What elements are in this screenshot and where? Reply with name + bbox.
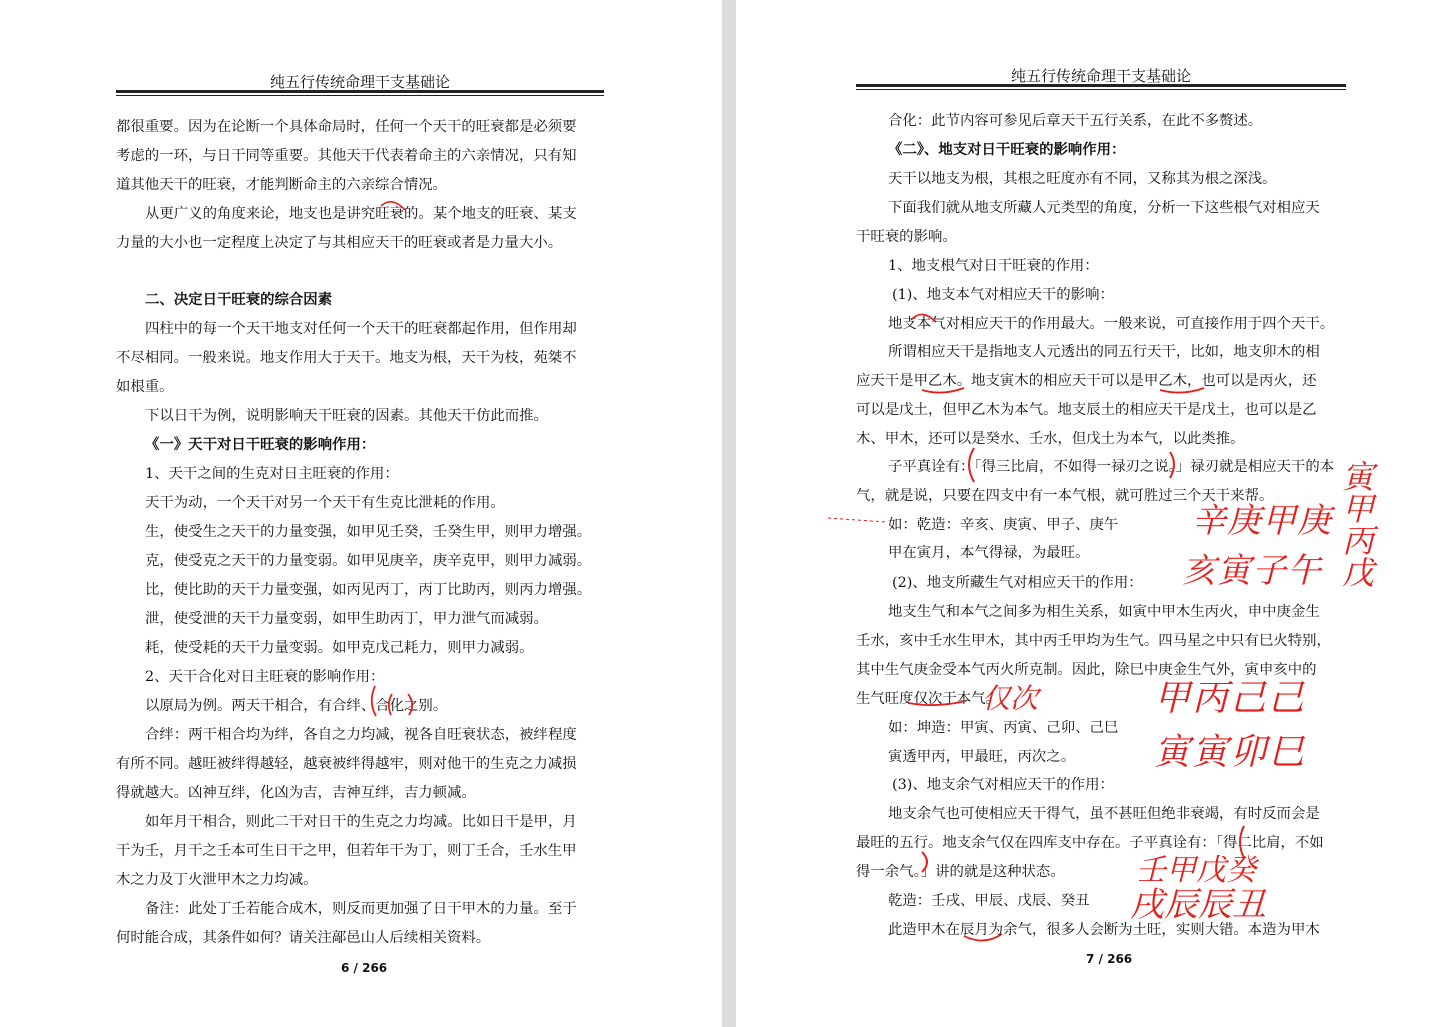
text-line: 四柱中的每一个天干地支对任何一个天干的旺衰都起作用，但作用却	[145, 321, 577, 337]
text-line: 干旺衰的影响。	[856, 229, 957, 245]
text-line: (1)、地支本气对相应天干的影响：	[892, 287, 1114, 303]
text-line: 壬水，亥中壬水生甲木，其中丙壬甲均为生气。四马星之中只有巳火特别，	[856, 633, 1331, 649]
handwritten-side-note	[1337, 460, 1375, 588]
text-line: 得一余气。」讲的就是这种状态。	[856, 864, 1065, 880]
text-line: 生气旺度仅次于本气。	[856, 691, 1000, 707]
handwritten-note: 戌辰辰丑	[1130, 885, 1266, 925]
page-header: 纯五行传统命理干支基础论	[1010, 67, 1191, 85]
text-line: 应天干是甲乙木。地支寅木的相应天干可以是甲乙木，也可以是丙火，还	[856, 373, 1317, 389]
ink-dash	[828, 518, 886, 522]
section-heading: 二、决定日干旺衰的综合因素	[145, 292, 333, 308]
text-line: 木、甲木，还可以是癸水、壬水，但戊土为本气，以此类推。	[856, 431, 1245, 447]
text-line: 此造甲木在辰月为余气，很多人会断为土旺，实则大错。本造为甲木	[888, 922, 1320, 938]
text-line: 地支本气对相应天干的作用最大。一般来说，可直接作用于四个天干。	[888, 316, 1335, 332]
text-line: 如：乾造：辛亥、庚寅、甲子、庚午	[888, 517, 1119, 533]
handwritten-note: 寅甲丙戊	[1337, 460, 1375, 588]
text-line: 天干以地支为根，其根之旺度亦有不同，又称其为根之深浅。	[888, 171, 1277, 187]
section-heading: 《一》天干对日干旺衰的影响作用：	[145, 437, 376, 453]
text-line: 子平真诠有：「得三比肩，不如得一禄刃之说。」禄刃就是相应天干的本	[888, 459, 1335, 475]
right-page	[736, 0, 1440, 1027]
text-line: 得就越大。凶神互绊，化凶为吉，吉神互绊，吉力顿减。	[116, 785, 476, 801]
text-line: 甲在寅月，本气得禄，为最旺。	[888, 545, 1090, 561]
header-rule-thin	[116, 95, 604, 96]
text-line: 以原局为例。两天干相合，有合绊、合化之别。	[145, 698, 448, 714]
text-line: 下以日干为例，说明影响天干旺衰的因素。其他天干仿此而推。	[145, 408, 548, 424]
text-line: 1、天干之间的生克对日主旺衰的作用：	[145, 466, 399, 482]
text-line: 有所不同。越旺被绊得越轻，越衰被绊得越牢，则对他干的生克之力减损	[116, 756, 577, 772]
handwritten-note: 甲丙己己	[1154, 678, 1307, 719]
text-line: 泄，使受泄的天干力量变弱，如甲生助丙丁，甲力泄气而减弱。	[145, 611, 548, 627]
text-line: 备注：此处丁壬若能合成木，则反而更加强了日干甲木的力量。至于	[145, 901, 577, 917]
text-line: 木之力及丁火泄甲木之力均减。	[116, 872, 318, 888]
text-line: 力量的大小也一定程度上决定了与其相应天干的旺衰或者是力量大小。	[116, 235, 563, 251]
text-line: 何时能合成，其条件如何？请关注鄗邑山人后续相关资料。	[116, 930, 491, 946]
text-line: 比，使比助的天干力量变强，如丙见丙丁，丙丁比助丙，则丙力增强。	[145, 582, 592, 598]
text-line: 合绊：两干相合均为绊，各自之力均减，视各自旺衰状态，被绊程度	[145, 727, 577, 743]
text-line: 寅透甲丙，甲最旺，丙次之。	[888, 749, 1076, 765]
text-line: 都很重要。因为在论断一个具体命局时，任何一个天干的旺衰都是必须要	[116, 119, 577, 135]
text-line: 地支生气和本气之间多为相生关系，如寅中甲木生丙火，申中庚金生	[888, 604, 1320, 620]
text-line: (3)、地支余气对相应天干的作用：	[892, 777, 1114, 793]
page-number: 6 / 266	[341, 961, 388, 975]
text-line: 耗，使受耗的天干力量变弱。如甲克戊己耗力，则甲力减弱。	[145, 640, 534, 656]
handwritten-note: 辛庚甲庚	[1192, 501, 1332, 541]
text-line: 气，就是说，只要在四支中有一本气根，就可胜过三个天干来帮。	[856, 488, 1274, 504]
text-line: 合化：此节内容可参见后章天干五行关系，在此不多赘述。	[888, 113, 1263, 129]
page-number: 7 / 266	[1086, 952, 1133, 966]
handwritten-note: 亥寅子午	[1182, 551, 1322, 591]
text-line: 如：坤造：甲寅、丙寅、己卯、己巳	[888, 720, 1119, 736]
text-line: 克，使受克之天干的力量变弱。如甲见庚辛，庚辛克甲，则甲力减弱。	[145, 553, 592, 569]
page-header: 纯五行传统命理干支基础论	[269, 73, 450, 91]
handwritten-note: 寅寅卯巳	[1154, 732, 1307, 773]
text-line: 如根重。	[116, 379, 174, 395]
text-line: 乾造：壬戌、甲辰、戊辰、癸丑	[888, 893, 1090, 909]
text-line: 最旺的五行。地支余气仅在四库支中存在。子平真诠有：「得二比肩，不如	[856, 835, 1324, 851]
header-rule	[116, 90, 604, 93]
text-line: 下面我们就从地支所藏人元类型的角度，分析一下这些根气对相应天	[888, 200, 1320, 216]
text-line: 其中生气庚金受本气丙火所克制。因此，除巳中庚金生气外，寅申亥中的	[856, 662, 1317, 678]
handwritten-note: 仅次	[982, 682, 1039, 715]
text-line: 天干为动，一个天干对另一个天干有生克比泄耗的作用。	[145, 495, 505, 511]
header-rule	[856, 84, 1346, 87]
header-rule-thin	[856, 89, 1346, 90]
text-line: 生，使受生之天干的力量变强，如甲见壬癸，壬癸生甲，则甲力增强。	[145, 524, 592, 540]
page-gap	[722, 0, 736, 1027]
text-line: 不尽相同。一般来说。地支作用大于天干。地支为根，天干为枝，苑桀不	[116, 350, 577, 366]
text-line: 可以是戊土，但甲乙木为本气。地支辰土的相应天干是戊土，也可以是乙	[856, 402, 1317, 418]
text-line: (2)、地支所藏生气对相应天干的作用：	[892, 575, 1143, 591]
text-line: 地支余气也可使相应天干得气，虽不甚旺但绝非衰竭，有时反而会是	[888, 806, 1320, 822]
text-line: 干为壬，月干之壬本可生日干之甲，但若年干为丁，则丁壬合，壬水生甲	[116, 843, 577, 859]
text-line: 考虑的一环，与日干同等重要。其他天干代表着命主的六亲情况，只有知	[116, 148, 577, 164]
text-line: 1、地支根气对日干旺衰的作用：	[888, 258, 1099, 274]
text-line: 2、天干合化对日主旺衰的影响作用：	[145, 669, 385, 685]
handwritten-note: 壬甲戊癸	[1136, 853, 1256, 888]
text-line: 如年月干相合，则此二干对日干的生克之力均减。比如日干是甲，月	[145, 814, 577, 830]
section-heading: 《二》、地支对日干旺衰的影响作用：	[888, 142, 1126, 158]
text-line: 道其他天干的旺衰，才能判断命主的六亲综合情况。	[116, 177, 447, 193]
text-line: 所谓相应天干是指地支人元透出的同五行天干，比如，地支卯木的相	[888, 344, 1320, 360]
text-line: 从更广义的角度来论，地支也是讲究旺衰的。某个地支的旺衰、某支	[145, 206, 577, 222]
